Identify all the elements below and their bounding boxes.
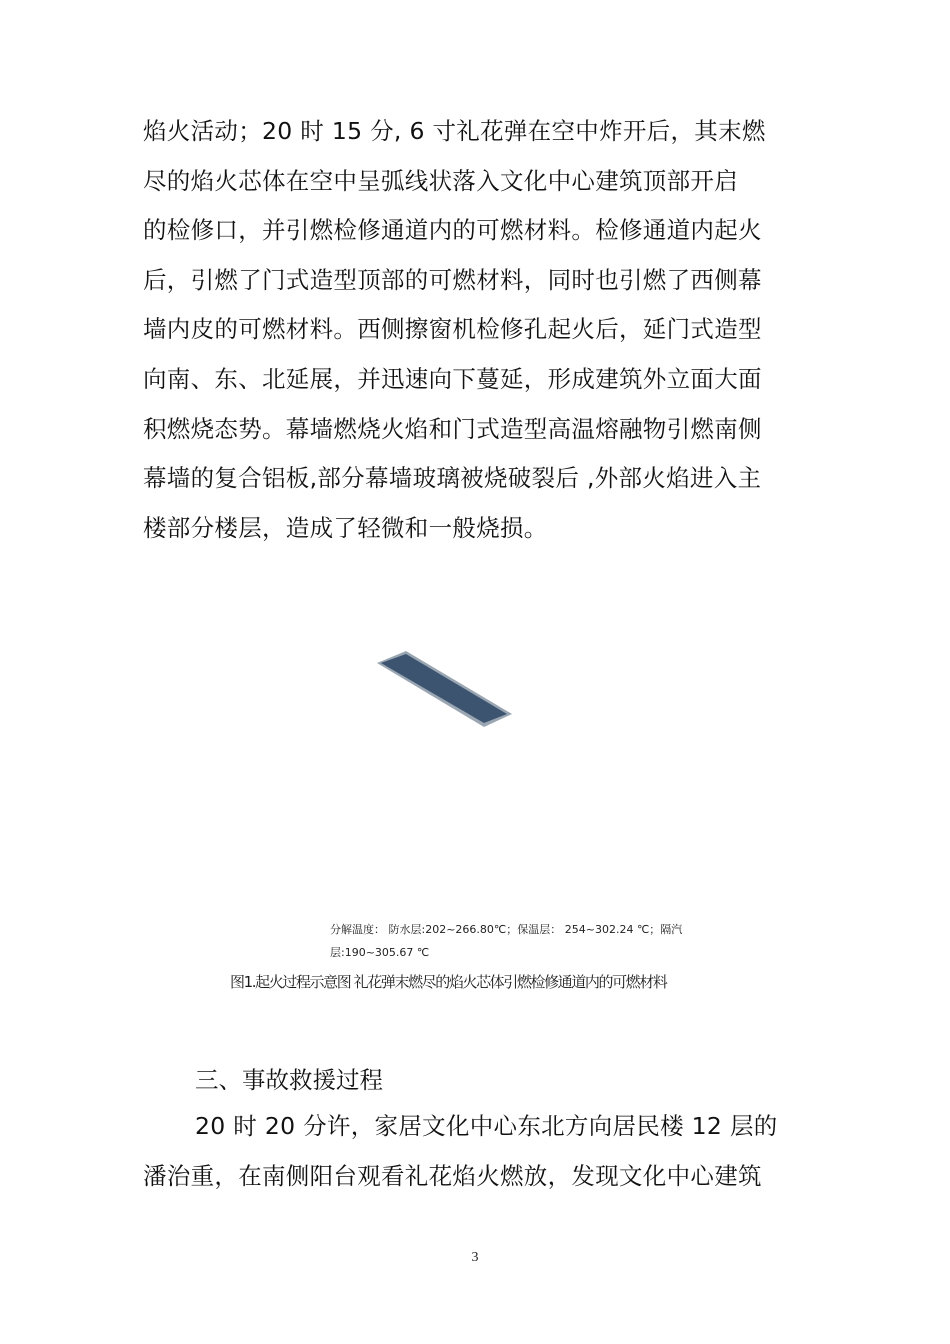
- text-line: 楼部分楼层，造成了轻微和一般烧损。: [143, 513, 548, 542]
- text-line: 幕墙的复合铝板,部分幕墙玻璃被烧破裂后 ,外部火焰进入主: [143, 464, 762, 493]
- paragraph-fire-spread: [143, 107, 833, 553]
- text-line: 潘治重，在南侧阳台观看礼花焰火燃放，发现文化中心建筑: [143, 1161, 762, 1190]
- text-line: 的检修口，并引燃检修通道内的可燃材料。检修通道内起火: [143, 216, 762, 245]
- text-line: 焰火活动；20 时 15 分, 6 寸礼花弹在空中炸开后，其末燃: [143, 117, 766, 145]
- decomposition-line: 层:190~305.67 ℃: [330, 946, 430, 959]
- section-heading: 三、事故救援过程: [195, 1066, 383, 1094]
- text-line: 尽的焰火芯体在空中呈弧线状落入文化中心建筑顶部开启: [143, 166, 738, 195]
- decomposition-line: 分解温度： 防水层:202~266.80℃；保温层： 254~302.24 ℃；隔汽: [330, 923, 683, 936]
- decomposition-temperature-note: [330, 918, 750, 964]
- roof-panel-graphic: [370, 648, 520, 730]
- text-line: 墙内皮的可燃材料。西侧擦窗机检修孔起火后，延门式造型: [143, 315, 762, 344]
- figure-caption: 图1.起火过程示意图 礼花弹末燃尽的焰火芯体引燃检修通道内的可燃材料: [230, 973, 667, 991]
- page-number: 3: [471, 1250, 479, 1265]
- ignition-diagram: [370, 648, 520, 730]
- text-line: 向南、东、北延展，并迅速向下蔓延，形成建筑外立面大面: [143, 364, 762, 393]
- paragraph-rescue: [143, 1102, 833, 1201]
- text-line: 后，引燃了门式造型顶部的可燃材料，同时也引燃了西侧幕: [143, 265, 762, 294]
- roof-panel: [381, 654, 507, 723]
- text-line: 20 时 20 分许，家居文化中心东北方向居民楼 12 层的: [195, 1112, 778, 1140]
- text-line: 积燃烧态势。幕墙燃烧火焰和门式造型高温熔融物引燃南侧: [143, 414, 762, 443]
